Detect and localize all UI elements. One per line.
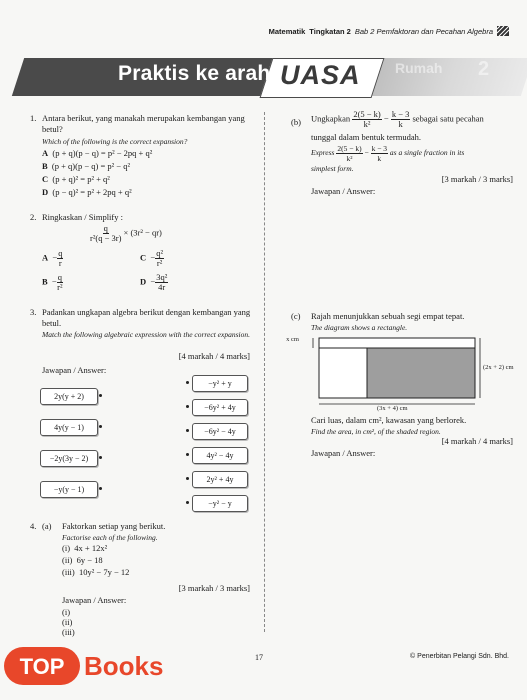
match-dot[interactable] xyxy=(186,501,189,504)
match-right-5[interactable]: 2y² + 4y xyxy=(192,471,248,488)
q4-item-2: (ii) 6y − 18 xyxy=(62,555,103,565)
banner-ghost-number: 2 xyxy=(478,58,490,80)
qb-text-en: Express $\frac{2(5 - k)}{\text{k²}}$ − $\frac{k - 3}{k}$ as a single fraction in its xyxy=(311,144,465,163)
q1-text-en: Which of the following is the correct expansion? xyxy=(42,137,188,146)
match-dot[interactable] xyxy=(99,394,102,397)
chapter-label: Bab 2 Pemfaktoran dan Pecahan Algebra xyxy=(354,26,493,36)
right-column xyxy=(265,0,527,700)
subject-label: Matematik xyxy=(268,26,306,36)
q1-number: 1. xyxy=(30,113,37,123)
q2-expression: $\frac{q}{\text{r²(q − 3r)}}$ × (3r² − qr) xyxy=(90,223,162,243)
shaded-region xyxy=(367,348,475,398)
q4-answer-label: Jawapan / Answer: xyxy=(62,595,127,605)
q1-option-c: C (p + q)² = p² + q² xyxy=(42,174,110,184)
publisher-credit: © Penerbitan Pelangi Sdn. Bhd. xyxy=(410,653,509,660)
qb-text-line2: tunggal dalam bentuk termudah. xyxy=(311,132,421,142)
banner-title: Praktis ke arah xyxy=(118,62,271,85)
banner-ghost-text: Rumah xyxy=(395,60,443,76)
qb-answer-label: Jawapan / Answer: xyxy=(311,186,376,196)
qb-marks: [3 markah / 3 marks] xyxy=(441,174,513,184)
qb-text-line1: Ungkapkan $\frac{2(5 - k)}{\text{k²}}$ − $\frac{k - 3}{k}$ sebagai satu pecahan xyxy=(311,109,484,129)
match-dot[interactable] xyxy=(186,405,189,408)
q1-option-a: A (p + q)(p − q) = p² − 2pq + q² xyxy=(42,148,153,158)
match-dot[interactable] xyxy=(186,429,189,432)
qc-text-2: Cari luas, dalam cm², kawasan yang berlorek. xyxy=(311,415,467,425)
page-number: 17 xyxy=(255,653,263,662)
match-left-3[interactable]: −2y(3y − 2) xyxy=(40,450,98,467)
qc-text: Rajah menunjukkan sebuah segi empat tepat. xyxy=(311,311,465,321)
dim-height-label: (2x + 2) cm xyxy=(483,364,514,371)
match-left-4[interactable]: −y(y − 1) xyxy=(40,481,98,498)
match-dot[interactable] xyxy=(186,453,189,456)
q4-answer-2: (ii) xyxy=(62,617,73,627)
logo-text-b: Books xyxy=(84,651,164,681)
q4-item-1: (i) 4x + 12x² xyxy=(62,543,108,553)
logo-text-a: TOP xyxy=(19,654,65,679)
q3-text: Padankan ungkapan algebra berikut dengan kembangan yang betul. xyxy=(42,307,251,328)
dim-x-label: x cm xyxy=(286,336,299,343)
q1-text: Antara berikut, yang manakah merupakan kembangan yang betul? xyxy=(42,113,245,134)
match-dot[interactable] xyxy=(186,381,189,384)
q4-answer-3: (iii) xyxy=(62,627,75,637)
qb-text-en-2: simplest form. xyxy=(311,164,354,173)
qc-marks: [4 markah / 4 marks] xyxy=(441,436,513,446)
qc-answer-label: Jawapan / Answer: xyxy=(311,448,376,458)
q2-text: Ringkaskan / Simplify : xyxy=(42,212,123,222)
q4-marks: [3 markah / 3 marks] xyxy=(178,583,250,593)
match-dot[interactable] xyxy=(99,456,102,459)
banner-tag: UASA xyxy=(280,60,361,90)
q4-item-3: (iii) 10y² − 7y − 12 xyxy=(62,567,130,577)
qc-text-2-en: Find the area, in cm², of the shaded region. xyxy=(311,427,441,436)
qc-part: (c) xyxy=(291,311,301,321)
match-right-4[interactable]: 4y² − 4y xyxy=(192,447,248,464)
dim-width-label: (3x + 4) cm xyxy=(377,405,408,412)
q2-number: 2. xyxy=(30,212,37,222)
q4-text-en: Factorise each of the following. xyxy=(62,533,158,542)
match-right-3[interactable]: −6y² − 4y xyxy=(192,423,248,440)
q4-part: (a) xyxy=(42,521,52,531)
q3-number: 3. xyxy=(30,307,37,317)
rectangle-diagram xyxy=(305,334,525,414)
q3-answer-label: Jawapan / Answer: xyxy=(42,365,107,375)
q3-text-en: Match the following algebraic expression with the correct expansion. xyxy=(42,330,250,339)
q2-option-d: D − $\frac{\text{3q²}}{4r}$ xyxy=(140,272,168,292)
match-right-6[interactable]: −y² − y xyxy=(192,495,248,512)
q3-marks: [4 markah / 4 marks] xyxy=(178,351,250,361)
qc-text-en: The diagram shows a rectangle. xyxy=(311,323,408,332)
q2-option-a: A − $\frac{q}{r}$ xyxy=(42,248,63,268)
form-label: Tingkatan 2 xyxy=(309,26,351,36)
match-dot[interactable] xyxy=(186,477,189,480)
q4-answer-1: (i) xyxy=(62,607,71,617)
q1-option-b: B (p + q)(p − q) = p² − q² xyxy=(42,161,131,171)
q2-option-b: B − $\frac{q}{\text{r²}}$ xyxy=(42,272,63,292)
q4-number: 4. xyxy=(30,521,37,531)
match-dot[interactable] xyxy=(99,425,102,428)
match-right-1[interactable]: −y² + y xyxy=(192,375,248,392)
qb-part: (b) xyxy=(291,117,301,127)
match-dot[interactable] xyxy=(99,487,102,490)
topbooks-logo xyxy=(0,637,180,697)
q1-option-d: D (p − q)² = p² + 2pq + q² xyxy=(42,187,132,197)
match-left-2[interactable]: 4y(y − 1) xyxy=(40,419,98,436)
q2-option-c: C − $\frac{\text{q²}}{\text{r²}}$ xyxy=(140,248,163,268)
match-right-2[interactable]: −6y² + 4y xyxy=(192,399,248,416)
q4-text: Faktorkan setiap yang berikut. xyxy=(62,521,166,531)
match-left-1[interactable]: 2y(y + 2) xyxy=(40,388,98,405)
